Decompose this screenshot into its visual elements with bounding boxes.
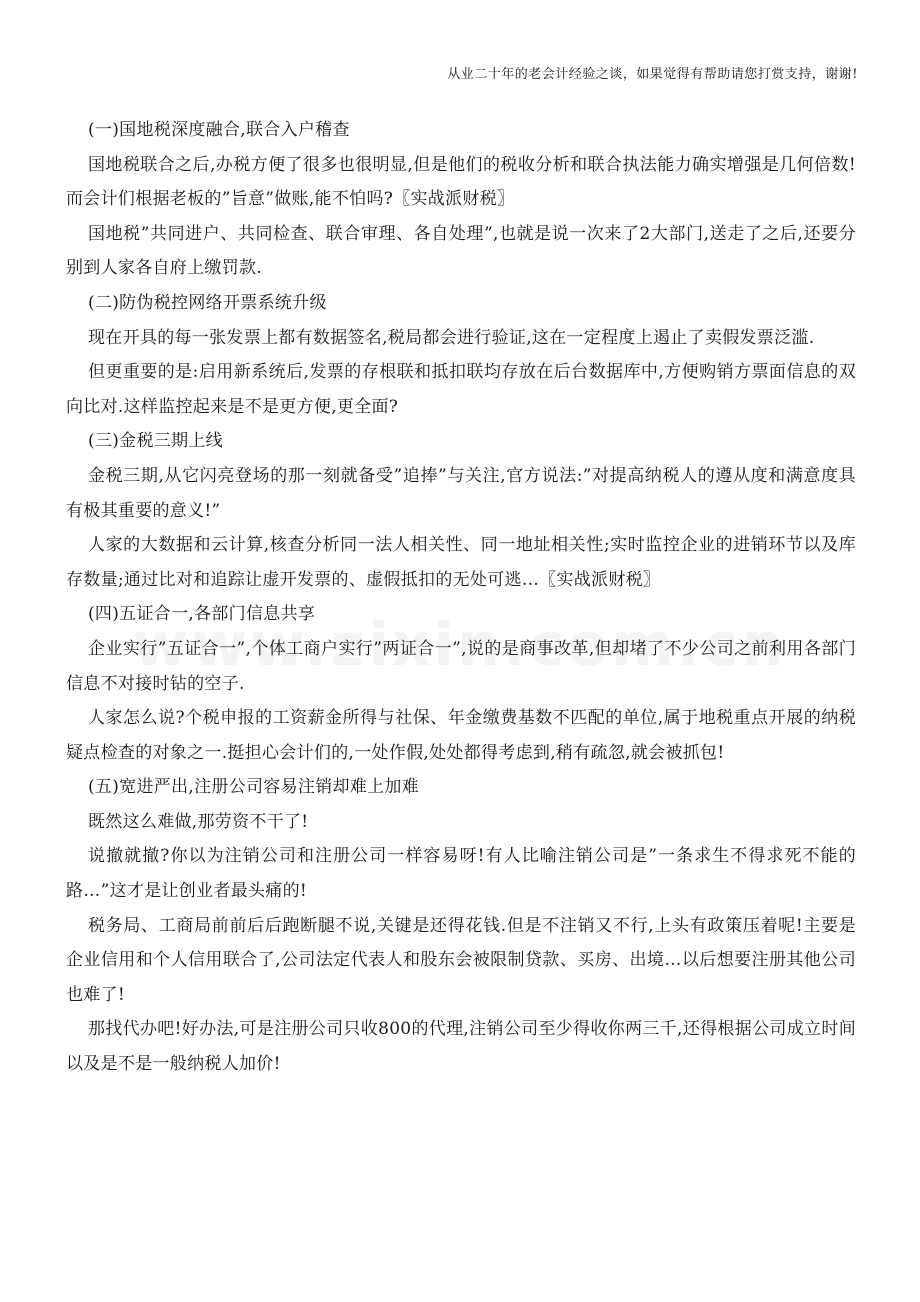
header-divider bbox=[60, 96, 860, 97]
section-heading-2: (二)防伪税控网络开票系统升级 bbox=[88, 292, 327, 313]
paragraph: 国地税联合之后,办税方便了很多也很明显,但是他们的税收分析和联合执法能力确实增强是几何倍数!而会计们根据老板的”旨意”做账,能不怕吗?〖实战派财税〗 bbox=[66, 154, 856, 210]
paragraph: 那找代办吧!好办法,可是注册公司只收800的代理,注销公司至少得收你两三千,还得根据公司成立时间以及是不是一般纳税人加价! bbox=[66, 1019, 856, 1075]
section-heading-3: (三)金税三期上线 bbox=[88, 431, 223, 452]
paragraph: 国地税”共同进户、共同检查、联合审理、各自处理”,也就是说一次来了2大部门,送走了之后,还要分别到人家各自府上缴罚款. bbox=[66, 223, 856, 279]
paragraph: 企业实行”五证合一”,个体工商户实行”两证合一”,说的是商事改革,但却堵了不少公司之前利用各部门信息不对接时钻的空子. bbox=[66, 638, 856, 694]
section-heading-4: (四)五证合一,各部门信息共享 bbox=[88, 604, 316, 625]
paragraph: 人家怎么说?个税申报的工资薪金所得与社保、年金缴费基数不匹配的单位,属于地税重点开展的纳税疑点检查的对象之一.挺担心会计们的,一处作假,处处都得考虑到,稍有疏忽,就会被抓包! bbox=[66, 708, 856, 763]
page-header: 从业二十年的老会计经验之谈，如果觉得有帮助请您打赏支持，谢谢! bbox=[447, 67, 858, 82]
paragraph: 税务局、工商局前前后后跑断腿不说,关键是还得花钱.但是不注销又不行,上头有政策压着呢!主要是企业信用和个人信用联合了,公司法定代表人和股东会被限制贷款、买房、出境…以后想要注册其他公司也难了! bbox=[66, 915, 856, 1005]
paragraph: 金税三期,从它闪亮登场的那一刻就备受”追捧”与关注,官方说法:”对提高纳税人的遵从度和满意度具有极其重要的意义!” bbox=[66, 465, 856, 521]
paragraph: 既然这么难做,那劳资不干了! bbox=[88, 811, 309, 832]
paragraph: 现在开具的每一张发票上都有数据签名,税局都会进行验证,这在一定程度上遏止了卖假发票泛滥. bbox=[88, 327, 815, 348]
document-body bbox=[66, 113, 856, 1082]
paragraph: 但更重要的是:启用新系统后,发票的存根联和抵扣联均存放在后台数据库中,方便购销方票面信息的双向比对.这样监控起来是不是更方便,更全面? bbox=[66, 362, 856, 417]
section-heading-1: (一)国地税深度融合,联合入户稽查 bbox=[88, 120, 350, 140]
section-heading-5: (五)宽进严出,注册公司容易注销却难上加难 bbox=[88, 777, 419, 798]
paragraph: 人家的大数据和云计算,核查分析同一法人相关性、同一地址相关性;实时监控企业的进销环节以及库存数量;通过比对和追踪让虚开发票的、虚假抵扣的无处可逃…〖实战派财税〗 bbox=[66, 535, 856, 590]
paragraph: 说撤就撤?你以为注销公司和注册公司一样容易呀!有人比喻注销公司是”一条求生不得求死不能的路…”这才是让创业者最头痛的! bbox=[66, 846, 856, 902]
